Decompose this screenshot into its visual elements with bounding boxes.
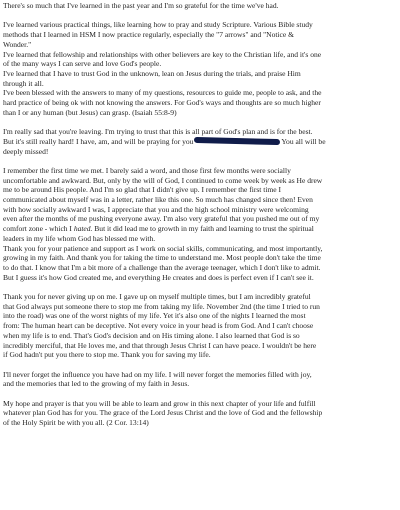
text-line: than I or any human (but Jesus) can grasp. (Isaiah 55:8-9) bbox=[3, 107, 177, 117]
text-line: into the road) was one of the worst nights of my life. Yet it's also one of the nights I learned the most bbox=[3, 311, 306, 321]
text-line: I'll never forget the influence you have had on my life. I will never forget the memories filled with joy, bbox=[3, 369, 312, 379]
text-line: methods that I learned in HSM I now practice regularly, especially the "7 arrows" and "Notice & bbox=[3, 30, 294, 40]
text-line: I've learned various practical things, like learning how to pray and study Scripture. Various Bible study bbox=[3, 20, 313, 30]
text-line: There's so much that I've learned in the past year and I'm so grateful for the time we've had. bbox=[3, 1, 279, 10]
text-line: leaders in my life whom God has blessed me with. bbox=[3, 233, 156, 243]
text-line: of the many ways I can serve and love God's people. bbox=[3, 59, 162, 69]
paragraph bbox=[3, 20, 397, 117]
text-line: incredibly merciful, that He loves me, and that through Jesus Christ I can have peace. I wouldn't be here bbox=[3, 340, 317, 350]
text-line: if God hadn't put you there to stop me. Thank you for saving my life. bbox=[3, 350, 211, 360]
paragraph-gap bbox=[3, 156, 397, 166]
paragraph-gap bbox=[3, 360, 397, 370]
text-line: I've learned that fellowship and relationships with other believers are key to the Christian life, and it's one bbox=[3, 49, 322, 59]
paragraph bbox=[3, 166, 397, 282]
text-line: Wonder." bbox=[3, 39, 32, 49]
text-line: I remember the first time we met. I barely said a word, and those first few months were socially bbox=[3, 165, 291, 175]
text-fragment: You all will be bbox=[281, 136, 326, 146]
text-line: But I guess it's how God created me, and everything He creates and does is perfect even if I can't see it. bbox=[3, 272, 314, 282]
text-line: deeply missed! bbox=[3, 146, 49, 156]
emphasis-text: hated. bbox=[73, 224, 93, 234]
text-line: I've learned that I have to trust God in the unknown, lean on Jesus during the trials, and praise Him bbox=[3, 68, 301, 78]
paragraph bbox=[3, 127, 397, 156]
text-line: of the Holy Spirit be with you all. (2 Cor. 13:14) bbox=[3, 418, 149, 428]
text-line: I've been blessed with the answers to many of my questions, resources to guide me, people to ask, and the bbox=[3, 88, 322, 98]
redaction-mark bbox=[194, 137, 280, 145]
text-line: with how socially awkward I was, I appreciate that you and the high school ministry were welcoming bbox=[3, 204, 309, 214]
text-line: communicated about myself was in a letter, rather like this one. So much has changed since then! Even bbox=[3, 195, 313, 205]
paragraph bbox=[3, 292, 397, 360]
text-line: comfort zone - which I bbox=[3, 224, 74, 234]
text-line: from: The human heart can be deceptive. Not every voice in your head is from God. And I can't choose bbox=[3, 321, 314, 331]
text-line: to do that. I know that I'm a bit more of a challenge than the average teenager, which I don't like to admit. bbox=[3, 262, 321, 272]
text-line: whatever plan God has for you. The grace of the Lord Jesus Christ and the love of God and the fellowship bbox=[3, 408, 323, 418]
paragraph-gap bbox=[3, 282, 397, 292]
paragraph-gap bbox=[3, 11, 397, 21]
text-line: through it all. bbox=[3, 78, 44, 88]
paragraph bbox=[3, 1, 397, 11]
paragraph-gap bbox=[3, 389, 397, 399]
text-line: me to be around His people. And I'm so glad that I didn't give up. I remember the first time I bbox=[3, 185, 282, 195]
text-line: I'm really sad that you're leaving. I'm trying to trust that this is all part of God's plan and is for the best. bbox=[3, 127, 313, 137]
text-line: Thank you for never giving up on me. I gave up on myself multiple times, but I am incredibly grateful bbox=[3, 292, 311, 302]
text-line: hard practice of being ok with not knowing the answers. For God's ways and thoughts are so much higher bbox=[3, 98, 321, 108]
text-line: when my life is to end. That's God's decision and on His timing alone. I also learned that God is so bbox=[3, 330, 300, 340]
text-line: My hope and prayer is that you will be able to learn and grow in this next chapter of your life and fulfill bbox=[3, 398, 316, 408]
text-line: Thank you for your patience and support as I work on social skills, communicating, and most importantly, bbox=[3, 243, 323, 253]
paragraph bbox=[3, 399, 397, 428]
text-line: even after the months of me pushing everyone away. I'm also very grateful that you pushed me out of my bbox=[3, 214, 320, 224]
text-line: growing in my faith. And thank you for taking the time to understand me. Most people don't take the time bbox=[3, 253, 321, 263]
text-line: that God always put someone there to stop me from taking my life. November 2nd (the time I tried to run bbox=[3, 301, 320, 311]
text-line: and the memories that led to the growing of my faith in Jesus. bbox=[3, 379, 190, 389]
text-line: uncomfortable and awkward. But, only by the will of God, I continued to come week by week as He drew bbox=[3, 175, 323, 185]
text-fragment: But it did lead me to growth in my faith and learning to trust the spiritual bbox=[92, 224, 314, 234]
text-line: But it's still really hard! I have, am, and will be praying for you bbox=[3, 136, 194, 146]
paragraph-gap bbox=[3, 117, 397, 127]
paragraph bbox=[3, 370, 397, 389]
